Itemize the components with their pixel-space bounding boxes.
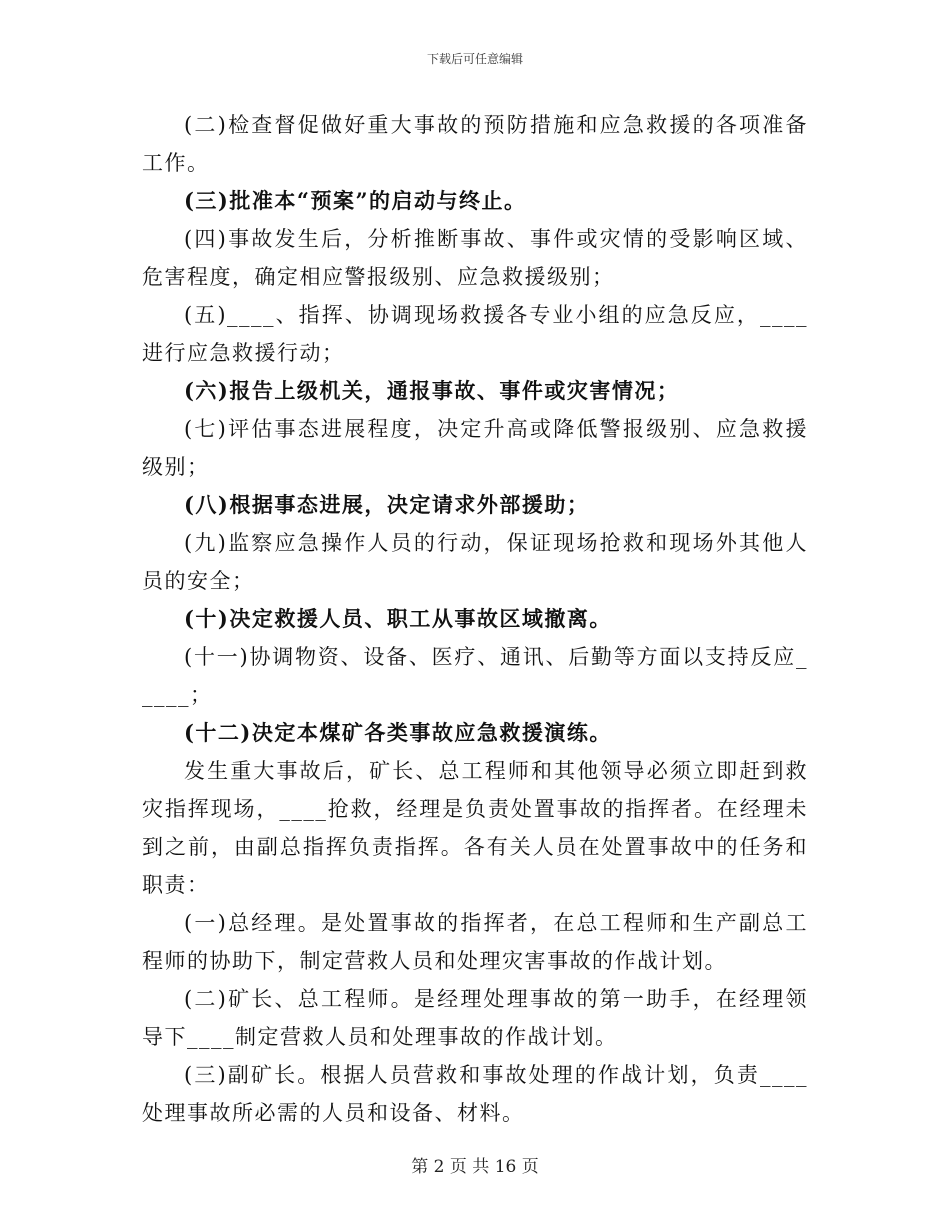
paragraph: (一)总经理。是处置事故的指挥者，在总工程师和生产副总工程师的协助下，制定营救人员和处理灾害事故的作战计划。 bbox=[142, 911, 808, 973]
paragraph: (十一)协调物资、设备、医疗、通讯、后勤等方面以支持反应_____； bbox=[142, 645, 808, 707]
paragraph: (二)矿长、总工程师。是经理处理事故的第一助手，在经理领导下____制定营救人员和处理事故的作战计划。 bbox=[142, 987, 808, 1049]
document-body bbox=[142, 106, 808, 1132]
paragraph: (七)评估事态进展程度，决定升高或降低警报级别、应急救援级别； bbox=[142, 417, 808, 479]
paragraph: (四)事故发生后，分析推断事故、事件或灾情的受影响区域、危害程度，确定相应警报级别、应急救援级别； bbox=[142, 227, 808, 289]
page-header: 下载后可任意编辑 bbox=[426, 52, 523, 66]
paragraph: 发生重大事故后，矿长、总工程师和其他领导必须立即赶到救灾指挥现场，____抢救，经理是负责处置事故的指挥者。在经理未到之前，由副总指挥负责指挥。各有关人员在处置事故中的任务和职责： bbox=[142, 759, 808, 897]
paragraph: (二)检查督促做好重大事故的预防措施和应急救援的各项准备工作。 bbox=[142, 113, 808, 175]
paragraph: (十二)决定本煤矿各类事故应急救援演练。 bbox=[184, 720, 612, 745]
paragraph: (十)决定救援人员、职工从事故区域撤离。 bbox=[184, 606, 612, 631]
paragraph: (五)____、指挥、协调现场救援各专业小组的应急反应，____进行应急救援行动； bbox=[142, 303, 808, 365]
page-footer: 第 2 页 共 16 页 bbox=[411, 1157, 539, 1177]
paragraph: (九)监察应急操作人员的行动，保证现场抢救和现场外其他人员的安全； bbox=[142, 531, 808, 593]
paragraph: (三)批准本“预案”的启动与终止。 bbox=[184, 188, 527, 213]
paragraph: (六)报告上级机关，通报事故、事件或灾害情况； bbox=[184, 378, 680, 403]
paragraph: (八)根据事态进展，决定请求外部援助； bbox=[184, 492, 590, 517]
paragraph: (三)副矿长。根据人员营救和事故处理的作战计划，负责____处理事故所必需的人员和设备、材料。 bbox=[142, 1063, 808, 1125]
